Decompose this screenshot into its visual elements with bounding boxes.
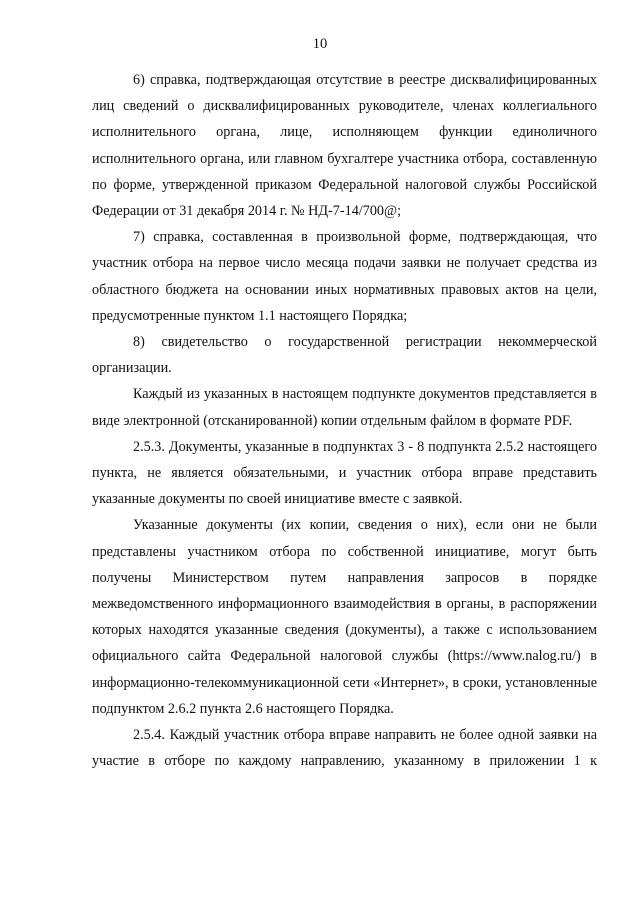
paragraph-2-5-3: 2.5.3. Документы, указанные в подпунктах 3 - 8 подпункта 2.5.2 настоящего пункта, не является обязательными, и участник отбора вправе представить указанные документы по своей инициативе вместе с заявкой. bbox=[92, 438, 597, 508]
paragraph-interagency-requests: Указанные документы (их копии, сведения о них), если они не были представлены участником отбора по собственной инициативе, могут быть получены Министерством путем направления запросов в порядке межведомственного информационного взаимодействия в органы, в распоряжении которых находятся указанные сведения (документы), а также с использованием официального сайта Федеральной налоговой службы (https://www.nalog.ru/) в информационно-телекоммуникационной сети «Интернет», в сроки, установленные подпунктом 2.6.2 пункта 2.6 настоящего Порядка. bbox=[92, 517, 597, 717]
paragraph-item-7: 7) справка, составленная в произвольной форме, подтверждающая, что участник отбора на первое число месяца подачи заявки не получает средства из областного бюджета на основании иных нормативных правовых актов на цели, предусмотренные пунктом 1.1 настоящего Порядка; bbox=[92, 229, 597, 324]
paragraph-2-5-4: 2.5.4. Каждый участник отбора вправе направить не более одной заявки на участие в отборе по каждому направлению, указанному в приложении 1 к bbox=[92, 727, 597, 770]
page-number: 10 bbox=[312, 36, 328, 52]
paragraph-item-6: 6) справка, подтверждающая отсутствие в реестре дисквалифицированных лиц сведений о дисквалифицированных руководителе, членах коллегиального исполнительного органа, лице, исполняющем функции единоличного исполнительного органа, или главном бухгалтере участника отбора, составленную по форме, утвержденной приказом Федеральной налоговой службы Российской Федерации от 31 декабря 2014 г. № НД-7-14/700@; bbox=[92, 72, 597, 220]
paragraph-item-8: 8) свидетельство о государственной регистрации некоммерческой организации. bbox=[92, 334, 597, 377]
paragraph-documents-format: Каждый из указанных в настоящем подпункте документов представляется в виде электронной (отсканированной) копии отдельным файлом в формате PDF. bbox=[92, 386, 597, 429]
document-body bbox=[92, 67, 597, 774]
